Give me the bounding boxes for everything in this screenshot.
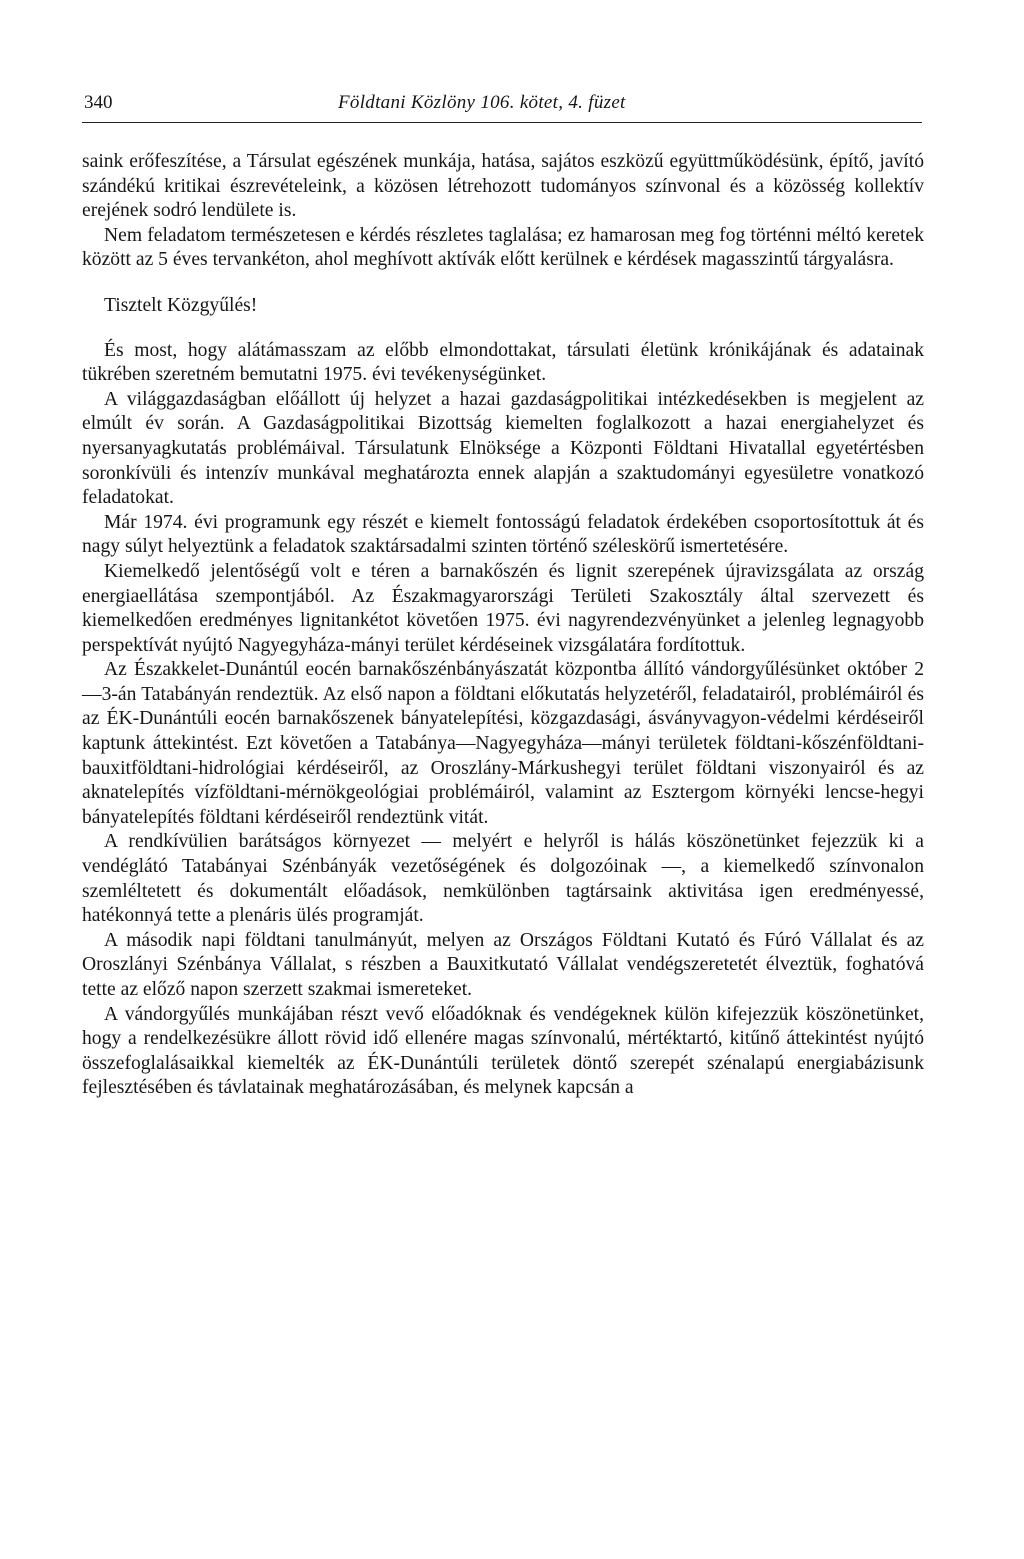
document-page bbox=[82, 86, 924, 1101]
paragraph: Már 1974. évi programunk egy részét e kiemelt fontosságú feladatok érdekében csoportosítottuk át és nagy súlyt helyeztünk a feladatok szaktársadalmi szinten történő széleskörű ismertetésére. bbox=[82, 511, 924, 558]
paragraph: És most, hogy alátámasszam az előbb elmondottakat, társulati életünk krónikájának és adatainak tükrében szeretném bemutatni 1975. évi tevékenységünket. bbox=[82, 339, 924, 386]
paragraph-continuation: saink erőfeszítése, a Társulat egészének munkája, hatása, sajátos eszközű együttműködésünk, építő, javító szándékú kritikai észrevételeink, a közösen létrehozott tudományos színvonal és a közösség kollektív erejének sodró lendülete is. bbox=[82, 151, 924, 222]
paragraph: Kiemelkedő jelentőségű volt e téren a barnakőszén és lignit szerepének újravizsgálata az ország energiaellátása szempontjából. Az Északmagyarországi Területi Szakosztály által szervezett és kiemelkedően eredményes lignitankétot követően 1975. évi nagyrendezvényünket a jelenleg legnagyobb perspektívát nyújtó Nagyegyháza-mányi terület kérdéseinek vizsgálatára fordítottuk. bbox=[82, 560, 924, 656]
paragraph: Nem feladatom természetesen e kérdés részletes taglalása; ez hamarosan meg fog történni méltó keretek között az 5 éves tervankéton, ahol meghívott aktívák előtt kerülnek e kérdések magasszintű tárgyalásra. bbox=[82, 224, 924, 271]
salutation: Tisztelt Közgyűlés! bbox=[104, 294, 258, 316]
running-header bbox=[82, 86, 924, 120]
journal-title: Földtani Közlöny 106. kötet, 4. füzet bbox=[338, 92, 626, 113]
page-number: 340 bbox=[84, 92, 113, 113]
body-text bbox=[82, 150, 924, 1101]
paragraph: A vándorgyűlés munkájában részt vevő előadóknak és vendégeknek külön kifejezzük köszönetünket, hogy a rendelkezésükre állott rövid idő ellenére magas színvonalú, mértéktartó, kitűnő áttekintést nyújtó összefoglalásaikkal kiemelték az ÉK-Dunántúli területek döntő szerepét szénalapú energiabázisunk fejlesztésében és távlatainak meghatározásában, és melynek kapcsán a bbox=[82, 1003, 924, 1099]
paragraph: A második napi földtani tanulmányút, melyen az Országos Földtani Kutató és Fúró Vállalat és az Oroszlányi Szénbánya Vállalat, s részben a Bauxitkutató Vállalat vendégszeretetét élveztük, foghatóvá tette az előző napon szerzett szakmai ismereteket. bbox=[82, 929, 924, 1000]
paragraph: A világgazdaságban előállott új helyzet a hazai gazdaságpolitikai intézkedésekben is megjelent az elmúlt év során. A Gazdaságpolitikai Bizottság kiemelten foglalkozott a hazai energiahelyzet és nyersanyagkutatás problémáival. Társulatunk Elnöksége a Központi Földtani Hivatallal egyetértésben soronkívüli és intenzív munkával meghatározta ennek alapján a szaktudományi egyesületre vonatkozó feladatokat. bbox=[82, 388, 924, 509]
paragraph: A rendkívülien barátságos környezet — melyért e helyről is hálás köszönetünket fejezzük ki a vendéglátó Tatabányai Szénbányák vezetőségének és dolgozóinak —, a kiemelkedő színvonalon szemléltetett és dokumentált előadások, nemkülönben tagtársaink aktivitása igen eredményessé, hatékonnyá tette a plenáris ülés programját. bbox=[82, 831, 924, 927]
paragraph: Az Északkelet-Dunántúl eocén barnakőszénbányászatát központba állító vándorgyűlésünket október 2—3-án Tatabányán rendeztük. Az első napon a földtani előkutatás helyzetéről, feladatairól, problémáiról és az ÉK-Dunántúli eocén barnakőszenek bányatelepítési, közgazdasági, ásványvagyon-védelmi kérdéseiről kaptunk áttekintést. Ezt követően a Tatabánya—Nagyegyháza—mányi területek földtani-kőszénföldtani-bauxitföldtani-hidrológiai kérdéseiről, az Oroszlány-Márkushegyi terület földtani viszonyairól és az aknatelepítés vízföldtani-mérnökgeológiai problémáiról, valamint az Esztergom környéki lencse-hegyi bányatelepítés földtani kérdéseiről rendeztünk vitát. bbox=[82, 659, 924, 828]
header-rule bbox=[82, 122, 922, 123]
